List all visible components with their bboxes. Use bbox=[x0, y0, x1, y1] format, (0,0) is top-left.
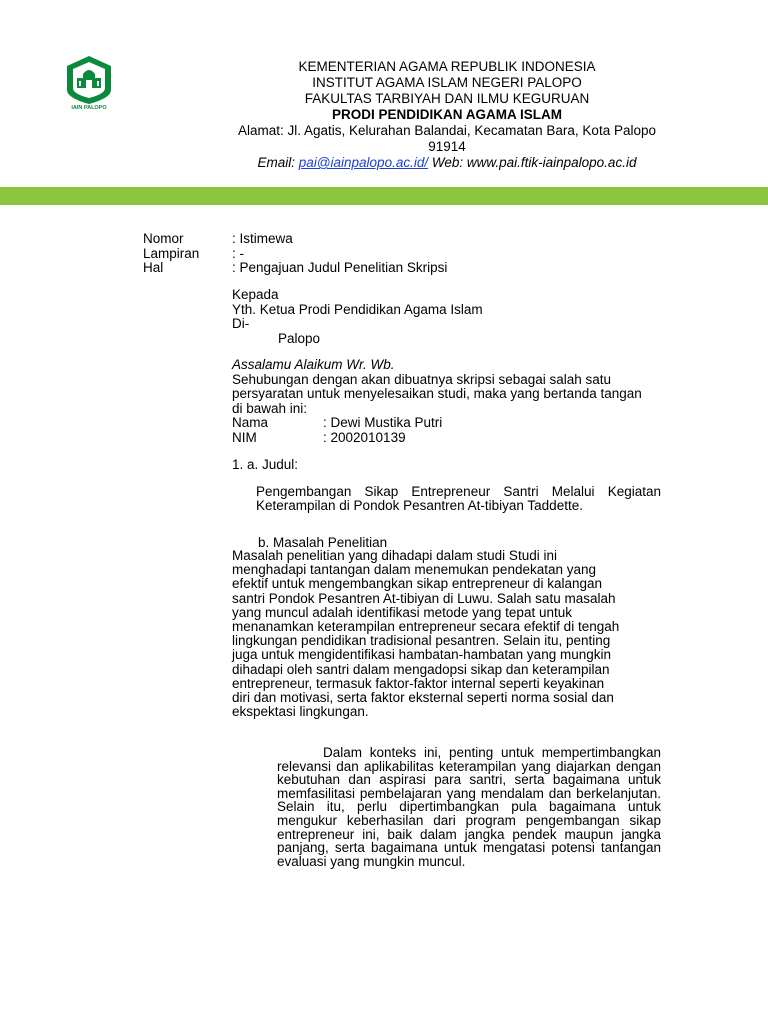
ministry-name: KEMENTERIAN AGAMA REPUBLIK INDONESIA bbox=[298, 59, 596, 74]
lampiran-value: : - bbox=[232, 245, 244, 261]
hal-label: Hal bbox=[143, 260, 164, 275]
nama-label: Nama bbox=[232, 415, 269, 430]
nomor-label: Nomor bbox=[143, 231, 184, 246]
masalah-text: Masalah penelitian yang dihadapi dalam studi Studi ini menghadapi tantangan dalam menemukan pendekatan yang efektif untuk mengembangkan sikap entrepreneur di kalangan santri Pondok Pesantren At-tibiyan di Luwu. Salah satu masalah yang muncul adalah identifikasi metode yang tepat untuk menanamkan keterampilan entrepreneur secara efektif di tengah lingkungan pendidikan tradisional pesantren. Selain itu, penting juga untuk mengidentifikasi hambatan-hambatan yang mungkin dihadapi oleh santri dalam mengadopsi sikap dan keterampilan entrepreneur, termasuk faktor-faktor internal seperti keyakinan diri dan motivasi, serta faktor eksternal seperti norma sosial dan ekspektasi lingkungan. bbox=[232, 548, 620, 720]
recipient-city: Palopo bbox=[278, 330, 321, 346]
email-link[interactable]: pai@iainpalopo.ac.id/ bbox=[298, 155, 429, 170]
nomor-value: : Istimewa bbox=[232, 231, 293, 246]
recipient-title: Yth. Ketua Prodi Pendidikan Agama Islam bbox=[232, 301, 483, 317]
kepada: Kepada bbox=[232, 287, 279, 302]
nama-value: : Dewi Mustika Putri bbox=[323, 415, 443, 430]
konteks-paragraph: Dalam konteks ini, penting untuk mempertimbangkan relevansi dan aplikabilitas keterampilan yang diajarkan dengan kebutuhan dan aspirasi para santri, serta bagaimana untuk memfasilitasi pembelajaran yang mendalam dan berkelanjutan. Selain itu, perlu dipertimbangkan pula bagaimana untuk mengukur keberhasilan dari program pengembangan sikap entrepreneur ini, baik dalam jangka pendek maupun jangka panjang, serta bagaimana untuk mengatasi potensi tantangan evaluasi yang mungkin muncul. bbox=[277, 745, 661, 869]
lampiran-label: Lampiran bbox=[143, 245, 200, 261]
contact-line bbox=[232, 155, 662, 171]
institute-name: INSTITUT AGAMA ISLAM NEGERI PALOPO bbox=[312, 75, 582, 90]
judul-heading: 1. a. Judul: bbox=[232, 457, 299, 472]
judul-text: Pengembangan Sikap Entrepreneur Santri Melalui Kegiatan Keterampilan di Pondok Pesantren At-tibiyan Taddette. bbox=[256, 484, 661, 513]
iain-palopo-logo bbox=[59, 54, 119, 110]
faculty-name: FAKULTAS TARBIYAH DAN ILMU KEGURUAN bbox=[304, 91, 590, 106]
hal-value: : Pengajuan Judul Penelitian Skripsi bbox=[232, 260, 448, 275]
header-divider bbox=[0, 187, 768, 205]
letter-meta bbox=[143, 232, 447, 276]
intro-text: Sehubungan dengan akan dibuatnya skripsi sebagai salah satu persyaratan untuk menyelesaikan studi, maka yang bertanda tangan di bawah ini: bbox=[232, 371, 642, 416]
address: Alamat: Jl. Agatis, Kelurahan Balandai, Kecamatan Bara, Kota Palopo 91914 bbox=[237, 123, 656, 154]
salam: Assalamu Alaikum Wr. Wb. bbox=[232, 357, 395, 372]
masalah-heading: b. Masalah Penelitian bbox=[258, 535, 388, 550]
recipient bbox=[232, 288, 483, 346]
program-name: PRODI PENDIDIKAN AGAMA ISLAM bbox=[331, 107, 562, 122]
web-text: Web: www.pai.ftik-iainpalopo.ac.id bbox=[428, 155, 637, 170]
nim-label: NIM bbox=[232, 429, 257, 445]
di: Di- bbox=[232, 316, 250, 331]
email-label: Email: bbox=[257, 155, 299, 170]
letterhead bbox=[232, 59, 662, 171]
logo-text: IAIN PALOPO bbox=[71, 105, 107, 110]
nim-value: : 2002010139 bbox=[323, 429, 406, 445]
letter-intro bbox=[232, 358, 652, 445]
